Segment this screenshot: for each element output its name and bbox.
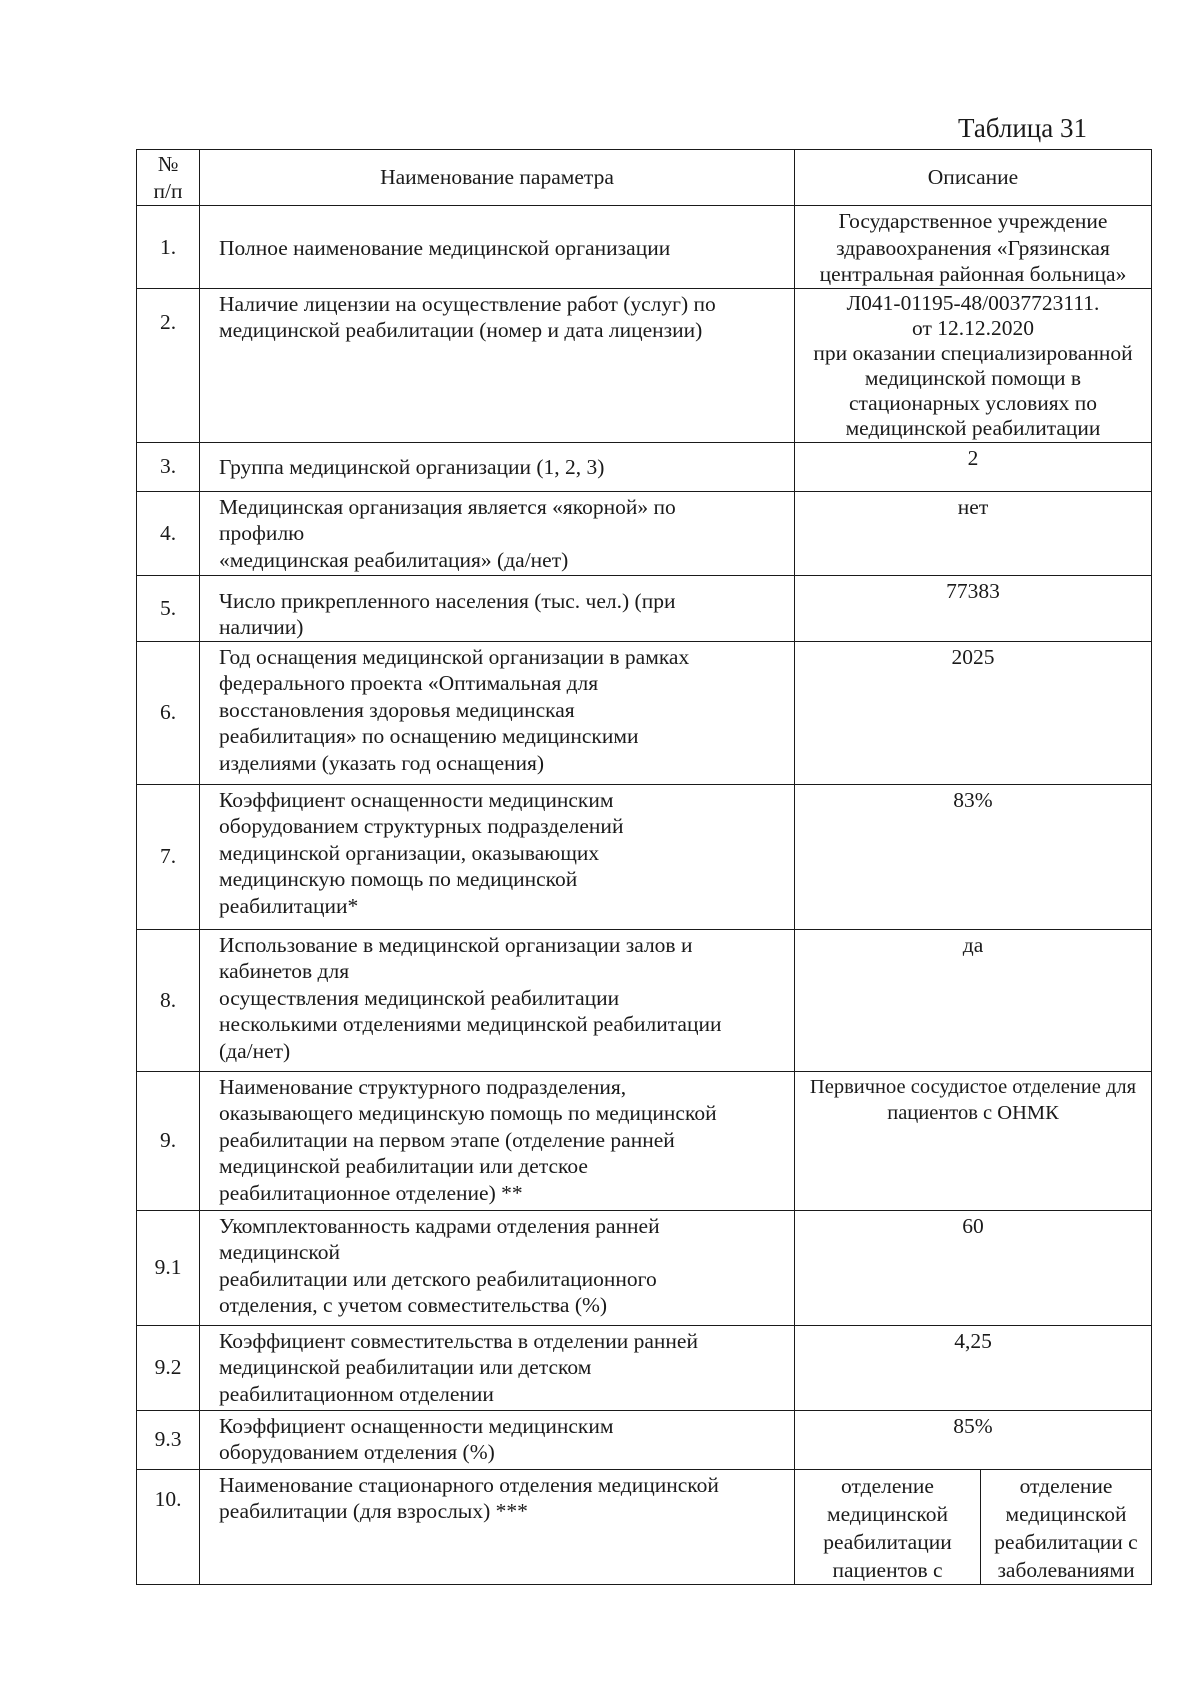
table-row	[137, 1410, 1152, 1469]
row-num: 9.	[137, 1071, 200, 1210]
row-desc-subcolumn-a: отделение медицинской реабилитации пациентов с	[795, 1469, 981, 1584]
table-row	[137, 442, 1152, 491]
table-row	[137, 1210, 1152, 1325]
row-desc: 77383	[795, 575, 1152, 641]
row-param: Наименование стационарного отделения медицинской реабилитации (для взрослых) ***	[200, 1469, 795, 1584]
row-desc: нет	[795, 491, 1152, 575]
row-num: 7.	[137, 784, 200, 929]
row-num: 4.	[137, 491, 200, 575]
table-row	[137, 641, 1152, 784]
header-num: № п/п	[137, 150, 200, 206]
row-num: 3.	[137, 442, 200, 491]
row-desc: Государственное учреждение здравоохранения «Грязинская центральная районная больница»	[795, 206, 1152, 289]
table-row	[137, 1469, 1152, 1584]
row-param: Наименование структурного подразделения, оказывающего медицинскую помощь по медицинской реабилитации на первом этапе (отделение ранней медицинской реабилитации или детское реабилитационное отделение) **	[200, 1071, 795, 1210]
row-param: Год оснащения медицинской организации в рамках федерального проекта «Оптимальная для восстановления здоровья медицинская реабилитация» по оснащению медицинскими изделиями (указать год оснащения)	[200, 641, 795, 784]
row-param: Использование в медицинской организации залов и кабинетов для осуществления медицинской реабилитации несколькими отделениями медицинской реабилитации (да/нет)	[200, 929, 795, 1071]
row-num: 1.	[137, 206, 200, 289]
header-param: Наименование параметра	[200, 150, 795, 206]
header-desc: Описание	[795, 150, 1152, 206]
row-desc: Первичное сосудистое отделение для пациентов с ОНМК	[795, 1071, 1152, 1210]
table-row	[137, 206, 1152, 289]
table-row	[137, 491, 1152, 575]
row-desc-subcolumn-b: отделение медицинской реабилитации с заболеваниями	[981, 1469, 1152, 1584]
table-row	[137, 784, 1152, 929]
row-desc: 85%	[795, 1410, 1152, 1469]
row-num: 9.3	[137, 1410, 200, 1469]
row-param: Коэффициент оснащенности медицинским оборудованием отделения (%)	[200, 1410, 795, 1469]
row-param: Медицинская организация является «якорной» по профилю «медицинская реабилитация» (да/нет)	[200, 491, 795, 575]
row-num: 9.2	[137, 1325, 200, 1410]
row-param: Укомплектованность кадрами отделения ранней медицинской реабилитации или детского реабилитационного отделения, с учетом совместительства (%)	[200, 1210, 795, 1325]
row-desc: Л041-01195-48/0037723111. от 12.12.2020 при оказании специализированной медицинской помощи в стационарных условиях по медицинской реабилитации	[795, 288, 1152, 442]
table-row	[137, 1325, 1152, 1410]
row-num: 5.	[137, 575, 200, 641]
row-param: Число прикрепленного населения (тыс. чел.) (при наличии)	[200, 575, 795, 641]
row-num: 9.1	[137, 1210, 200, 1325]
row-desc: 83%	[795, 784, 1152, 929]
row-param: Наличие лицензии на осуществление работ (услуг) по медицинской реабилитации (номер и дата лицензии)	[200, 288, 795, 442]
row-num: 8.	[137, 929, 200, 1071]
row-num: 2.	[137, 288, 200, 442]
row-desc: да	[795, 929, 1152, 1071]
row-param: Полное наименование медицинской организации	[200, 206, 795, 289]
table-header-row	[137, 150, 1152, 206]
table-row	[137, 929, 1152, 1071]
row-num: 6.	[137, 641, 200, 784]
parameters-table	[136, 149, 1152, 1585]
row-param: Группа медицинской организации (1, 2, 3)	[200, 442, 795, 491]
row-desc: 4,25	[795, 1325, 1152, 1410]
row-param: Коэффициент оснащенности медицинским оборудованием структурных подразделений медицинской организации, оказывающих медицинскую помощь по медицинской реабилитации*	[200, 784, 795, 929]
table-row	[137, 575, 1152, 641]
table-caption: Таблица 31	[958, 113, 1087, 143]
row-desc: 60	[795, 1210, 1152, 1325]
row-num: 10.	[137, 1469, 200, 1584]
table-row	[137, 288, 1152, 442]
row-param: Коэффициент совместительства в отделении ранней медицинской реабилитации или детском реабилитационном отделении	[200, 1325, 795, 1410]
row-desc: 2	[795, 442, 1152, 491]
table-row	[137, 1071, 1152, 1210]
row-desc: 2025	[795, 641, 1152, 784]
